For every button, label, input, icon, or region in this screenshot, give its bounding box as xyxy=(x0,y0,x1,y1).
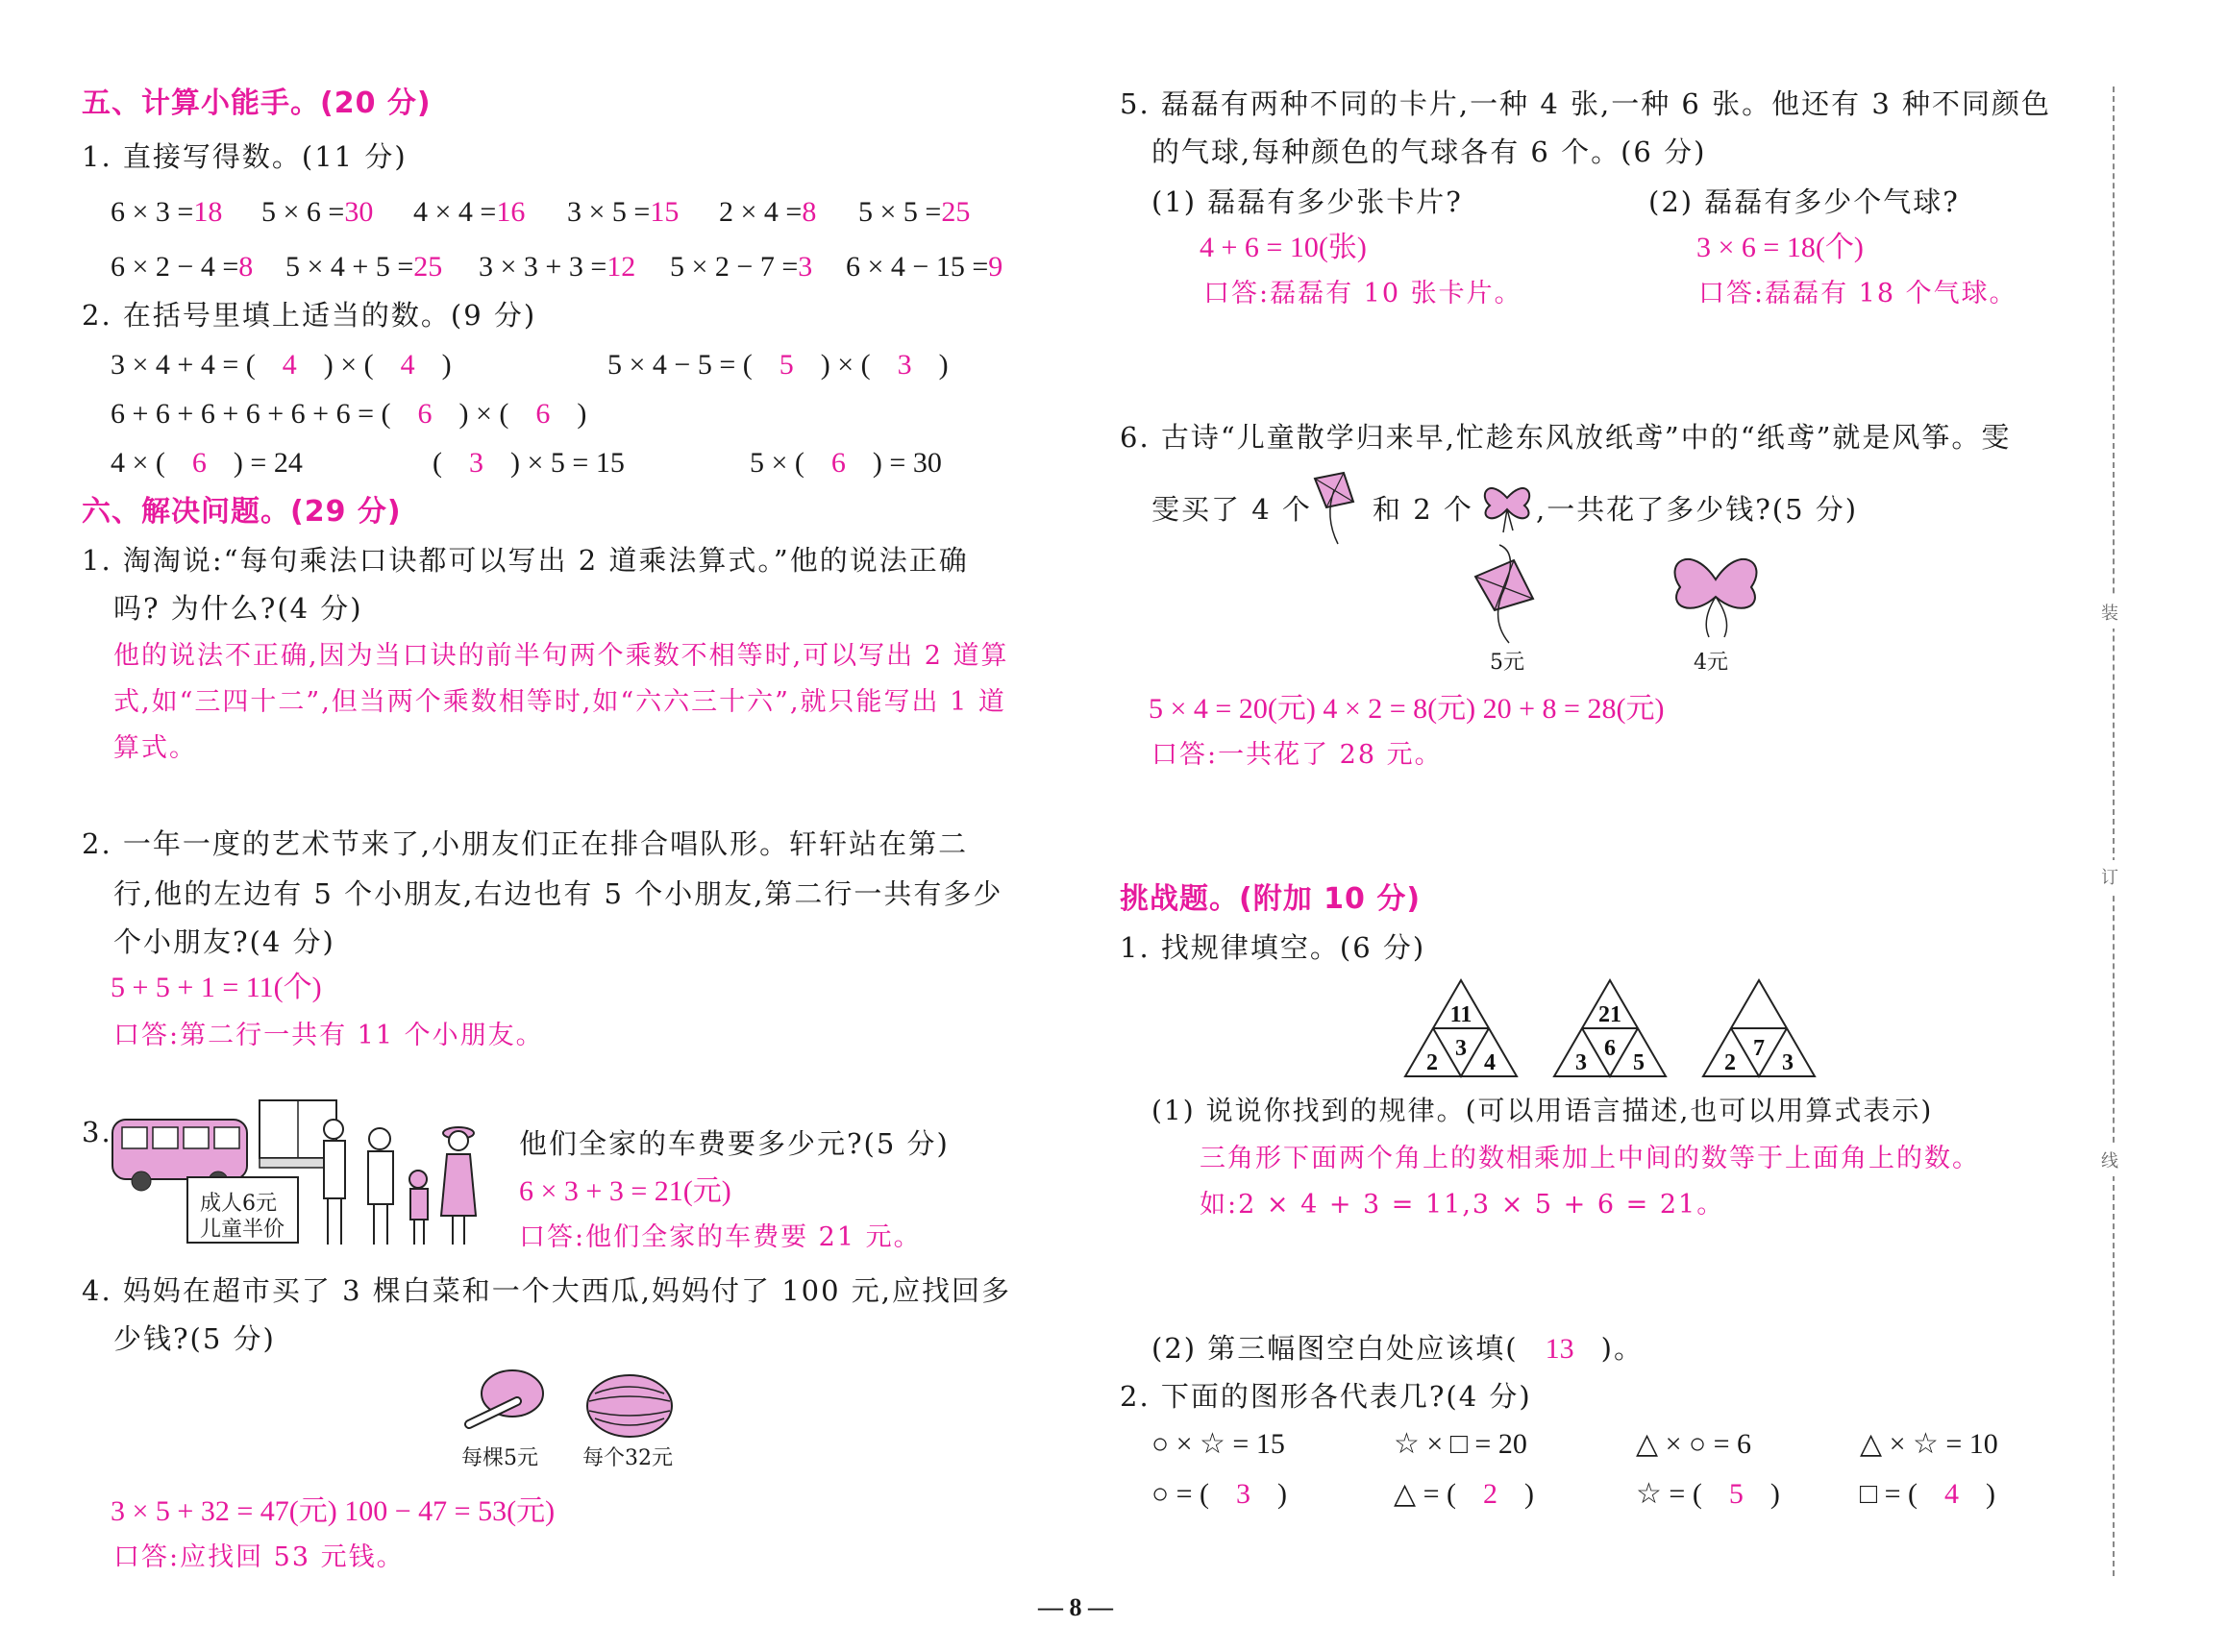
family-icon xyxy=(324,1120,476,1245)
answer-text: 如:2 × 4 + 3 = 11,3 × 5 + 6 = 21。 xyxy=(1200,1190,1725,1220)
sub-question: (2) 磊磊有多少个气球? xyxy=(1648,185,1960,218)
answer-text: 口答:磊磊有 10 张卡片。 xyxy=(1203,279,1522,308)
section6-title: 六、解决问题。(29 分) xyxy=(82,495,402,529)
question-text: 少钱?(5 分) xyxy=(113,1322,276,1355)
answer-calc: 3 × 6 = 18(个) xyxy=(1696,232,1864,263)
answer-text: 三角形下面两个角上的数相乘加上中间的数等于上面角上的数。 xyxy=(1200,1144,1980,1173)
triangle-top: 11 xyxy=(1449,1002,1472,1027)
sub-question: (1) 磊磊有多少张卡片? xyxy=(1151,185,1463,218)
calc-item: 5 × 6 =30 xyxy=(261,196,374,228)
shape-answer: ☆ = ( 5 ) xyxy=(1636,1478,1780,1510)
answer-calc: 6 × 3 + 3 = 21(元) xyxy=(519,1175,731,1207)
butterfly-kite-icon xyxy=(1478,477,1536,534)
cabbage-icon xyxy=(459,1365,556,1437)
bus-family-illustration xyxy=(111,1100,495,1249)
diamond-kite-icon xyxy=(1461,543,1547,644)
question-text: 的气球,每种颜色的气球各有 6 个。(6 分) xyxy=(1151,136,1707,168)
question-text: 2. 一年一度的艺术节来了,小朋友们正在排合唱队形。轩轩站在第二 xyxy=(82,827,969,860)
shape-equation: △ × ☆ = 10 xyxy=(1860,1428,1998,1460)
binding-cut-line xyxy=(2113,86,2115,1576)
fill-blank: 5 × 4 − 5 = ( 5 ) × ( 3 ) xyxy=(607,349,949,381)
answer-text: 式,如“三四十二”,但当两个乘数相等时,如“六六三十六”,就只能写出 1 道 xyxy=(113,687,1006,717)
question-text: 雯买了 4 个 xyxy=(1151,493,1312,526)
answer-calc: 5 × 4 = 20(元) 4 × 2 = 8(元) 20 + 8 = 28(元) xyxy=(1149,693,1665,725)
answer-text: 口答:第二行一共有 11 个小朋友。 xyxy=(113,1021,544,1050)
triangle-right: 4 xyxy=(1484,1050,1496,1075)
shape-answer: □ = ( 4 ) xyxy=(1860,1478,1996,1510)
q2-prompt: 2. 在括号里填上适当的数。(9 分) xyxy=(82,299,537,332)
shape-answer: ○ = ( 3 ) xyxy=(1151,1478,1288,1510)
calc-item: 5 × 5 =25 xyxy=(858,196,971,228)
triangle-right: 5 xyxy=(1633,1050,1645,1075)
answer-text: 算式。 xyxy=(113,733,197,763)
fill-blank: 5 × ( 6 ) = 30 xyxy=(750,447,942,479)
answer-text: 他的说法不正确,因为当口诀的前半句两个乘数不相等时,可以写出 2 道算 xyxy=(113,641,1009,671)
binding-mark: 线 xyxy=(2101,1144,2118,1176)
fill-blank: ( 3 ) × 5 = 15 xyxy=(433,447,625,479)
calc-item: 2 × 4 =8 xyxy=(719,196,817,228)
question-text: 1. 淘淘说:“每句乘法口诀都可以写出 2 道乘法算式。”他的说法正确 xyxy=(82,544,969,577)
question-text: 6. 古诗“儿童散学归来早,忙趁东风放纸鸢”中的“纸鸢”就是风筝。雯 xyxy=(1120,421,2012,454)
challenge-q2-prompt: 2. 下面的图形各代表几?(4 分) xyxy=(1120,1380,1532,1413)
q1-prompt: 1. 直接写得数。(11 分) xyxy=(82,140,408,173)
triangle-left: 2 xyxy=(1426,1050,1438,1075)
kite-price: 5元 xyxy=(1490,651,1524,675)
section5-title: 五、计算小能手。(20 分) xyxy=(82,86,432,120)
diamond-kite-icon xyxy=(1305,469,1363,546)
triangle-mid: 7 xyxy=(1753,1036,1765,1061)
triangle-left: 3 xyxy=(1575,1050,1587,1075)
kite-price: 4元 xyxy=(1694,651,1728,675)
question-text: 5. 磊磊有两种不同的卡片,一种 4 张,一种 6 张。他还有 3 种不同颜色 xyxy=(1120,87,2051,120)
calc-item: 6 × 3 =18 xyxy=(111,196,223,228)
binding-mark: 订 xyxy=(2101,860,2118,893)
answer-calc: 4 + 6 = 10(张) xyxy=(1200,232,1367,263)
answer-text: 口答:应找回 53 元钱。 xyxy=(113,1542,405,1572)
cabbage-price: 每棵5元 xyxy=(461,1446,538,1470)
fill-blank: 4 × ( 6 ) = 24 xyxy=(111,447,303,479)
answer-text: 口答:他们全家的车费要 21 元。 xyxy=(519,1222,922,1252)
question-text: 他们全家的车费要多少元?(5 分) xyxy=(519,1127,950,1160)
shape-equation: ☆ × □ = 20 xyxy=(1394,1428,1527,1460)
fill-blank: 3 × 4 + 4 = ( 4 ) × ( 4 ) xyxy=(111,349,452,381)
watermelon-price: 每个32元 xyxy=(582,1446,673,1470)
calc-item: 5 × 2 − 7 =3 xyxy=(670,251,813,283)
fare-sign-adult: 成人6元 xyxy=(200,1192,277,1216)
question-number: 3. xyxy=(82,1116,112,1148)
calc-item: 3 × 5 =15 xyxy=(567,196,680,228)
shape-equation: △ × ○ = 6 xyxy=(1636,1428,1752,1460)
sub-question: (1) 说说你找到的规律。(可以用语言描述,也可以用算式表示) xyxy=(1151,1095,1934,1126)
triangle-right: 3 xyxy=(1782,1050,1794,1075)
answer-calc: 5 + 5 + 1 = 11(个) xyxy=(111,972,322,1003)
question-text: 和 2 个 xyxy=(1373,493,1473,526)
answer-text: 口答:磊磊有 18 个气球。 xyxy=(1698,279,2017,308)
challenge-title: 挑战题。(附加 10 分) xyxy=(1120,882,1422,916)
challenge-q1-prompt: 1. 找规律填空。(6 分) xyxy=(1120,931,1426,964)
answer-text: 口答:一共花了 28 元。 xyxy=(1151,740,1443,770)
triangle-mid: 3 xyxy=(1455,1036,1467,1061)
triangle-left: 2 xyxy=(1724,1050,1736,1075)
question-text: 个小朋友?(4 分) xyxy=(113,925,335,958)
fare-sign-child: 儿童半价 xyxy=(200,1218,285,1242)
binding-mark: 装 xyxy=(2101,596,2118,629)
triangle-mid: 6 xyxy=(1604,1036,1616,1061)
calc-item: 5 × 4 + 5 =25 xyxy=(285,251,443,283)
sub-question: (2) 第三幅图空白处应该填( 13 )。 xyxy=(1151,1332,1644,1365)
fill-blank: 6 + 6 + 6 + 6 + 6 + 6 = ( 6 ) × ( 6 ) xyxy=(111,398,587,430)
question-text: 吗? 为什么?(4 分) xyxy=(113,592,363,625)
shape-answer: △ = ( 2 ) xyxy=(1394,1478,1534,1510)
page-number: — 8 — xyxy=(1038,1593,1113,1621)
calc-item: 3 × 3 + 3 =12 xyxy=(479,251,636,283)
triangle-top: 21 xyxy=(1598,1002,1621,1027)
calc-item: 4 × 4 =16 xyxy=(413,196,526,228)
butterfly-kite-icon xyxy=(1663,543,1769,639)
calc-item: 6 × 2 − 4 =8 xyxy=(111,251,254,283)
calc-item: 6 × 4 − 15 =9 xyxy=(846,251,1003,283)
question-text: 行,他的左边有 5 个小朋友,右边也有 5 个小朋友,第二行一共有多少 xyxy=(113,877,1003,910)
shape-equation: ○ × ☆ = 15 xyxy=(1151,1428,1285,1460)
answer-calc: 3 × 5 + 32 = 47(元) 100 − 47 = 53(元) xyxy=(111,1495,556,1527)
question-text: 4. 妈妈在超市买了 3 棵白菜和一个大西瓜,妈妈付了 100 元,应找回多 xyxy=(82,1274,1012,1307)
watermelon-icon xyxy=(581,1372,678,1440)
question-text: ,一共花了多少钱?(5 分) xyxy=(1536,493,1859,526)
number-triangles xyxy=(1403,978,1942,1079)
